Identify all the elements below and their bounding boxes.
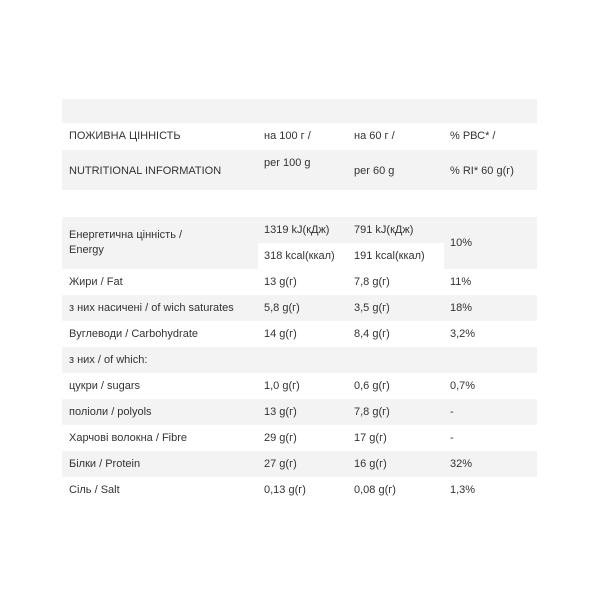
table-row xyxy=(62,477,537,503)
energy-ri: 10% xyxy=(450,236,473,249)
energy-kcal-100: 318 kcal(ккал) xyxy=(264,249,335,262)
energy-row xyxy=(62,217,537,269)
row-per60: 17 g(г) xyxy=(354,431,387,444)
row-ri: - xyxy=(450,431,454,444)
energy-kcal-60: 191 kcal(ккал) xyxy=(354,249,425,262)
header-row-ua xyxy=(62,123,537,150)
nutrition-table xyxy=(62,99,537,503)
row-label: Вуглеводи / Carbohydrate xyxy=(69,327,198,340)
row-ri xyxy=(444,347,537,373)
row-ri: 0,7% xyxy=(450,379,476,392)
table-row xyxy=(62,373,537,399)
row-label: поліоли / polyols xyxy=(69,405,152,418)
header-per60-ua: на 60 г / xyxy=(354,130,395,142)
row-per100: 27 g(г) xyxy=(264,457,297,470)
table-top-band xyxy=(62,99,537,123)
row-ri: 1,3% xyxy=(450,483,476,496)
energy-kcal-row xyxy=(258,243,444,269)
energy-label xyxy=(62,217,258,269)
energy-kj-60: 791 kJ(кДж) xyxy=(354,223,414,236)
energy-kj-100: 1319 kJ(кДж) xyxy=(264,223,330,236)
header-per60-en: per 60 g xyxy=(354,165,395,177)
row-ri: 18% xyxy=(450,301,473,314)
header-ri-en: % RI* 60 g(г) xyxy=(450,165,514,177)
table-row xyxy=(62,347,537,373)
row-per60: 7,8 g(г) xyxy=(354,405,390,418)
row-ri: 3,2% xyxy=(450,327,476,340)
row-label: Харчові волокна / Fibre xyxy=(69,431,188,444)
energy-kj-row xyxy=(258,217,444,243)
header-per100-en: per 100 g xyxy=(264,157,311,169)
table-row xyxy=(62,269,537,295)
row-per100: 1,0 g(г) xyxy=(264,379,300,392)
row-per60: 8,4 g(г) xyxy=(354,327,390,340)
row-per100: 5,8 g(г) xyxy=(264,301,300,314)
table-row xyxy=(62,451,537,477)
row-ri: - xyxy=(450,405,454,418)
row-per100: 14 g(г) xyxy=(264,327,297,340)
table-row xyxy=(62,425,537,451)
row-per60 xyxy=(348,347,444,373)
row-per100: 13 g(г) xyxy=(264,275,297,288)
row-per60: 16 g(г) xyxy=(354,457,387,470)
row-per60: 0,6 g(г) xyxy=(354,379,390,392)
header-nutrition-ua: ПОЖИВНА ЦІННІСТЬ xyxy=(69,130,181,142)
table-gap xyxy=(62,190,537,217)
table-row xyxy=(62,295,537,321)
row-per60: 3,5 g(г) xyxy=(354,301,390,314)
energy-values xyxy=(258,217,444,269)
header-nutrition-en: NUTRITIONAL INFORMATION xyxy=(69,165,222,177)
header-row-en xyxy=(62,150,537,190)
row-per60: 7,8 g(г) xyxy=(354,275,390,288)
energy-label-en: Energy xyxy=(69,244,104,256)
table-row xyxy=(62,399,537,425)
row-per100: 0,13 g(г) xyxy=(264,483,306,496)
row-label: з них / of which: xyxy=(69,353,148,366)
row-label: Білки / Protein xyxy=(69,457,141,470)
row-label: Жири / Fat xyxy=(69,275,123,288)
row-per60: 0,08 g(г) xyxy=(354,483,396,496)
row-ri: 32% xyxy=(450,457,473,470)
table-row xyxy=(62,321,537,347)
row-per100 xyxy=(258,347,348,373)
energy-label-ua: Енергетична цінність / xyxy=(69,229,183,241)
row-ri: 11% xyxy=(450,275,472,288)
row-per100: 13 g(г) xyxy=(264,405,297,418)
row-per100: 29 g(г) xyxy=(264,431,297,444)
row-label: цукри / sugars xyxy=(69,379,141,392)
header-per100-ua: на 100 г / xyxy=(264,130,311,142)
row-label: з них насичені / of wich saturates xyxy=(69,301,234,314)
row-label: Сіль / Salt xyxy=(69,483,120,496)
header-ri-ua: % РВС* / xyxy=(450,130,496,142)
